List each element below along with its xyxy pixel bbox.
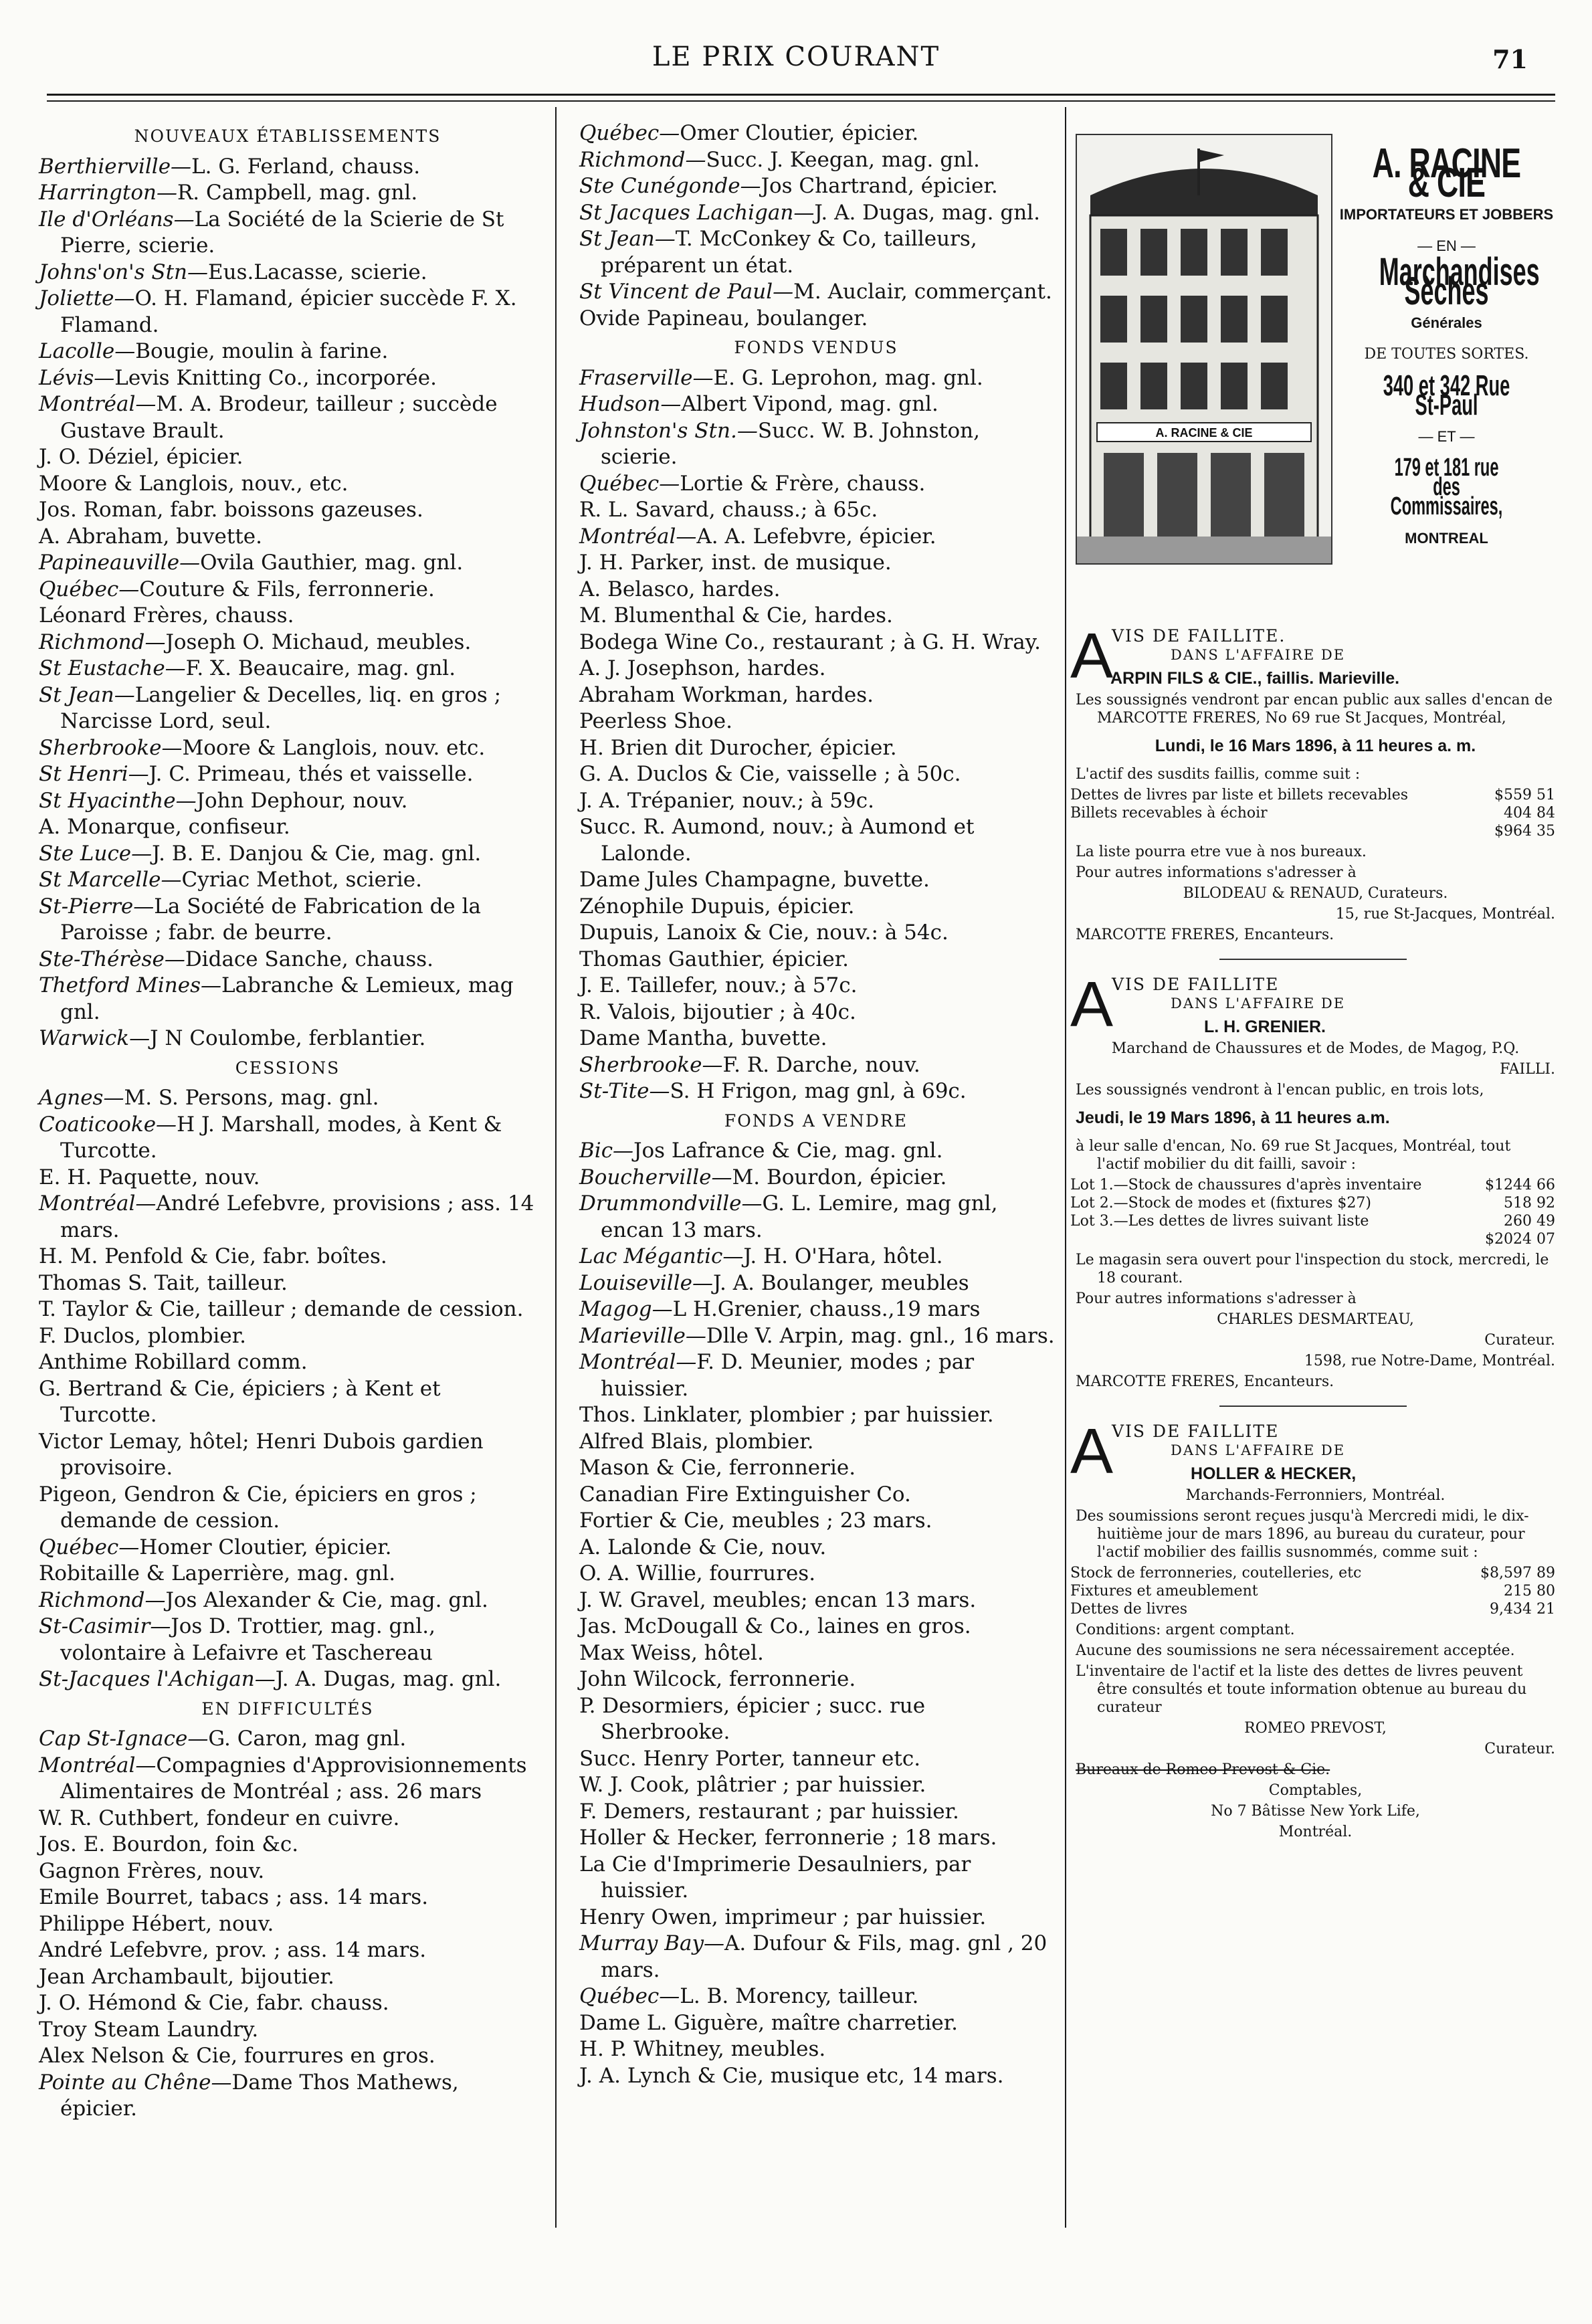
list-item: St-Casimir—Jos D. Trottier, mag. gnl., volontaire à Lefaivre et Taschereau <box>39 1614 435 1665</box>
list-item: A. Monarque, confiseur. <box>39 815 290 839</box>
list-item: Jos. Roman, fabr. boissons gazeuses. <box>39 498 423 522</box>
notice-text: Des soumissions seront reçues jusqu'à Mercredi midi, le dix-huitième jour de mars 1896, au bureau du curateur, pour l'actif mobilier des faillis susnommés, comme suit : <box>1076 1508 1529 1561</box>
asset-row: Lot 2.—Stock de modes et (fixtures $27) 518 92 <box>1070 1195 1555 1212</box>
list-item: Pointe au Chêne—Dame Thos Mathews, épicier. <box>39 2070 459 2121</box>
list-item: Fortier & Cie, meubles ; 23 mars. <box>579 1509 932 1533</box>
notice-address: No 7 Bâtisse New York Life, <box>1211 1803 1420 1820</box>
continued-list <box>574 120 1058 332</box>
section-heading-difficulties: EN DIFFICULTÉS <box>201 1699 374 1719</box>
asset-row: Dettes de livres par liste et billets recevables $559 51 <box>1070 787 1555 803</box>
list-item: Dupuis, Lanoix & Cie, nouv.: à 54c. <box>579 921 949 945</box>
list-item: Montréal—André Lefebvre, provisions ; ass. 14 mars. <box>39 1191 534 1242</box>
notice-address: 15, rue St-Jacques, Montréal. <box>1335 906 1555 923</box>
list-item: Succ. Henry Porter, tanneur etc. <box>579 1746 921 1771</box>
list-item: A. J. Josephson, hardes. <box>579 656 826 680</box>
list-item: Papineauville—Ovila Gauthier, mag. gnl. <box>39 551 464 575</box>
list-item: Coaticooke—H J. Marshall, modes, à Kent & Turcotte. <box>39 1112 502 1163</box>
list-item: Troy Steam Laundry. <box>39 2017 259 2042</box>
list-item: W. R. Cuthbert, fondeur en cuivre. <box>39 1806 400 1830</box>
list-item: J. O. Déziel, épicier. <box>39 445 243 469</box>
notice-text: Marchand de Chaussures et de Modes, de Magog, P.Q. <box>1111 1040 1520 1057</box>
notice-text: à leur salle d'encan, No. 69 rue St Jacques, Montréal, tout l'actif mobilier du dit failli, savoir : <box>1076 1138 1511 1173</box>
header-rule-bottom <box>47 100 1555 102</box>
list-item: Alex Nelson & Cie, fourrures en gros. <box>39 2044 435 2068</box>
list-item: Richmond—Succ. J. Keegan, mag. gnl. <box>579 147 980 172</box>
list-item: St-Jacques l'Achigan—J. A. Dugas, mag. gnl. <box>39 1667 502 1691</box>
list-item: Québec—Lortie & Frère, chauss. <box>579 471 926 496</box>
notice-separator <box>1219 959 1407 960</box>
list-item: J. A. Trépanier, nouv.; à 59c. <box>579 788 874 813</box>
asset-row: Dettes de livres 9,434 21 <box>1070 1601 1555 1618</box>
list-item: Léonard Frères, chauss. <box>39 603 294 627</box>
asset-row: Lot 1.—Stock de chaussures d'après inventaire $1244 66 <box>1070 1177 1555 1193</box>
running-head <box>0 41 1592 82</box>
list-item: Ste Cunégonde—Jos Chartrand, épicier. <box>579 174 998 198</box>
store-sign-text: A. RACINE & CIE <box>1155 426 1253 440</box>
list-item: Thomas S. Tait, tailleur. <box>39 1270 288 1295</box>
list-item: F. Demers, restaurant ; par huissier. <box>579 1799 959 1824</box>
list-item: Cap St-Ignace—G. Caron, mag gnl. <box>39 1727 407 1751</box>
list-item: Pigeon, Gendron & Cie, épiciers en gros ; demande de cession. <box>39 1482 477 1533</box>
racine-line-8: 179 et 181 rue des Commissaires, <box>1390 454 1503 520</box>
list-item: St Henri—J. C. Primeau, thés et vaisselle. <box>39 762 474 786</box>
list-item: Richmond—Joseph O. Michaud, meubles. <box>39 630 472 654</box>
page-number: 71 <box>1492 44 1528 74</box>
list-item: St Jean—T. McConkey & Co, tailleurs, préparent un état. <box>579 227 977 278</box>
notice-heading: VIS DE FAILLITE. <box>1112 626 1286 646</box>
list-item: J. E. Taillefer, nouv.; à 57c. <box>579 973 858 997</box>
notice-subheading: DANS L'AFFAIRE DE <box>1171 995 1346 1011</box>
list-item: J. O. Hémond & Cie, fabr. chauss. <box>39 1991 389 2015</box>
list-item: A. Abraham, buvette. <box>39 524 262 549</box>
racine-text-block <box>1338 140 1555 548</box>
racine-advertisement <box>1070 120 1555 615</box>
list-item: A. Lalonde & Cie, nouv. <box>579 1535 827 1559</box>
bankruptcy-notice-grenier <box>1070 969 1555 1391</box>
notice-address: 1598, rue Notre-Dame, Montréal. <box>1304 1353 1555 1369</box>
list-item: Dame Mantha, buvette. <box>579 1026 827 1050</box>
list-item: J. A. Lynch & Cie, musique etc, 14 mars. <box>579 2063 1004 2088</box>
sold-businesses-list <box>574 365 1058 1105</box>
list-item: Boucherville—M. Bourdon, épicier. <box>579 1165 947 1189</box>
notice-text: Curateur. <box>1484 1741 1555 1757</box>
list-item: Johnston's Stn.—Succ. W. B. Johnston, scierie. <box>579 418 980 469</box>
list-item: Henry Owen, imprimeur ; par huissier. <box>579 1905 987 1929</box>
notice-heading: VIS DE FAILLITE <box>1112 1422 1280 1441</box>
racine-line-5: DE TOUTES SORTES. <box>1364 346 1529 363</box>
list-item: Berthierville—L. G. Ferland, chauss. <box>39 154 421 179</box>
list-item: Ile d'Orléans—La Société de la Scierie de St Pierre, scierie. <box>39 207 504 258</box>
notice-text: FAILLI. <box>1500 1061 1555 1078</box>
list-item: Montréal—A. A. Lefebvre, épicier. <box>579 524 936 549</box>
list-item: Lévis—Levis Knitting Co., incorporée. <box>39 365 437 390</box>
list-item: Fraserville—E. G. Leprohon, mag. gnl. <box>579 365 983 390</box>
cessions-list <box>33 1085 542 1693</box>
list-item: Québec—Omer Cloutier, épicier. <box>579 121 919 145</box>
list-item: Louiseville—J. A. Boulanger, meubles <box>579 1270 969 1295</box>
list-item: Thetford Mines—Labranche & Lemieux, mag gnl. <box>39 973 514 1024</box>
asset-total: $2024 07 <box>1485 1231 1555 1248</box>
notice-initial: A <box>1070 620 1114 692</box>
list-item: Thos. Linklater, plombier ; par huissier. <box>579 1403 994 1427</box>
racine-line-7: — ET — <box>1418 428 1475 445</box>
list-item: G. Bertrand & Cie, épiciers ; à Kent et Turcotte. <box>39 1376 441 1427</box>
list-item: St-Tite—S. H Frigon, mag gnl, à 69c. <box>579 1079 967 1103</box>
racine-line-9: MONTREAL <box>1405 530 1488 547</box>
list-item: F. Duclos, plombier. <box>39 1323 246 1348</box>
list-item: Robitaille & Laperrière, mag. gnl. <box>39 1561 396 1585</box>
notice-party: ARPIN FILS & CIE., faillis. Marieville. <box>1110 669 1400 688</box>
notice-text: Les soussignés vendront par encan public aux salles d'encan de MARCOTTE FRERES, No 69 rue St Jacques, Montréal, <box>1076 692 1553 727</box>
list-item: T. Taylor & Cie, tailleur ; demande de cession. <box>39 1297 524 1321</box>
notice-text: Curateur. <box>1484 1332 1555 1349</box>
store-building-illustration <box>1076 134 1332 565</box>
list-item: W. J. Cook, plâtrier ; par huissier. <box>579 1773 926 1797</box>
list-item: Warwick—J N Coulombe, ferblantier. <box>39 1026 426 1050</box>
list-item: St Vincent de Paul—M. Auclair, commerçant. <box>579 280 1052 304</box>
list-item: Sherbrooke—Moore & Langlois, nouv. etc. <box>39 735 486 760</box>
list-item: Québec—Homer Cloutier, épicier. <box>39 1535 392 1559</box>
asset-row: Billets recevables à échoir 404 84 <box>1070 805 1555 821</box>
notice-auctioneers: MARCOTTE FRERES, Encanteurs. <box>1076 1373 1334 1390</box>
bankruptcy-notice-holler-hecker <box>1070 1416 1555 1841</box>
list-item: H. P. Whitney, meubles. <box>579 2037 826 2061</box>
notice-text: Pour autres informations s'adresser à <box>1076 864 1357 881</box>
list-item: Jas. McDougall & Co., laines en gros. <box>579 1614 971 1638</box>
racine-line-6: 340 et 342 Rue St-Paul <box>1383 369 1510 421</box>
column-divider-2 <box>1065 107 1066 2228</box>
racine-company-name: A. RACINE & CIE <box>1372 140 1521 206</box>
notice-text: Marchands-Ferronniers, Montréal. <box>1185 1487 1446 1504</box>
notice-subheading: DANS L'AFFAIRE DE <box>1171 1442 1346 1458</box>
notice-initial: A <box>1070 969 1114 1040</box>
column-2 <box>574 120 1058 2089</box>
notice-date: Lundi, le 16 Mars 1896, à 11 heures a. m. <box>1155 737 1476 755</box>
notice-party: L. H. GRENIER. <box>1204 1018 1326 1036</box>
list-item: St Hyacinthe—John Dephour, nouv. <box>39 788 408 813</box>
list-item: André Lefebvre, prov. ; ass. 14 mars. <box>39 1938 427 1962</box>
list-item: A. Belasco, hardes. <box>579 577 781 601</box>
notice-text: Comptables, <box>1268 1782 1363 1799</box>
list-item: La Cie d'Imprimerie Desaulniers, par huissier. <box>579 1852 971 1903</box>
notice-text: Le magasin sera ouvert pour l'inspection du stock, mercredi, le 18 courant. <box>1076 1252 1549 1286</box>
list-item: Jos. E. Bourdon, foin &c. <box>39 1832 299 1856</box>
section-heading-new: NOUVEAUX ÉTABLISSEMENTS <box>134 126 441 146</box>
list-item: St-Pierre—La Société de Fabrication de la Paroisse ; fabr. de beurre. <box>39 894 482 945</box>
column-divider-1 <box>555 107 557 2228</box>
notice-city: Montréal. <box>1278 1824 1353 1840</box>
list-item: Québec—L. B. Morency, tailleur. <box>579 1984 919 2008</box>
list-item: Drummondville—G. L. Lemire, mag gnl, encan 13 mars. <box>579 1191 998 1242</box>
new-establishments-list <box>33 154 542 1052</box>
list-item: Lacolle—Bougie, moulin à farine. <box>39 339 389 363</box>
bankruptcy-notice-arpin <box>1070 620 1555 944</box>
list-item: M. Blumenthal & Cie, hardes. <box>579 603 893 627</box>
racine-line-4: Générales <box>1411 314 1482 331</box>
notice-auctioneers: MARCOTTE FRERES, Encanteurs. <box>1076 927 1334 943</box>
asset-row: Stock de ferronneries, coutelleries, etc $8,597 89 <box>1070 1565 1555 1581</box>
list-item: P. Desormiers, épicier ; succ. rue Sherbrooke. <box>579 1693 926 1744</box>
list-item: Holler & Hecker, ferronnerie ; 18 mars. <box>579 1826 997 1850</box>
list-item: Dame Jules Champagne, buvette. <box>579 868 930 892</box>
asset-total: $964 35 <box>1494 823 1555 840</box>
list-item: Succ. R. Aumond, nouv.; à Aumond et Lalonde. <box>579 815 975 866</box>
notice-text: Bureaux de Romeo Prevost & Cie. <box>1076 1761 1330 1778</box>
notice-curator: ROMEO PREVOST, <box>1244 1720 1387 1737</box>
list-item: Moore & Langlois, nouv., etc. <box>39 471 349 496</box>
list-item: Ste-Thérèse—Didace Sanche, chauss. <box>39 947 433 971</box>
running-title: LE PRIX COURANT <box>652 41 940 72</box>
racine-line-3: Marchandises Sèches <box>1379 250 1540 313</box>
list-item: Montréal—M. A. Brodeur, tailleur ; succède Gustave Brault. <box>39 392 498 443</box>
list-item: Gagnon Frères, nouv. <box>39 1858 265 1883</box>
list-item: Johns'on's Stn—Eus.Lacasse, scierie. <box>39 260 427 284</box>
notice-text: Aucune des soumissions ne sera nécessairement acceptée. <box>1076 1642 1515 1659</box>
list-item: Dame L. Giguère, maître charretier. <box>579 2010 958 2035</box>
list-item: Victor Lemay, hôtel; Henri Dubois gardien provisoire. <box>39 1429 484 1480</box>
list-item: Ovide Papineau, boulanger. <box>579 306 868 330</box>
list-item: Lac Mégantic—J. H. O'Hara, hôtel. <box>579 1244 943 1268</box>
list-item: Magog—L H.Grenier, chauss.,19 mars <box>579 1297 981 1321</box>
header-rule-top <box>47 94 1555 96</box>
list-item: Emile Bourret, tabacs ; ass. 14 mars. <box>39 1885 429 1909</box>
list-item: Canadian Fire Extinguisher Co. <box>579 1482 911 1507</box>
notice-separator <box>1219 1406 1407 1407</box>
notice-text: Pour autres informations s'adresser à <box>1076 1290 1357 1307</box>
list-item: G. A. Duclos & Cie, vaisselle ; à 50c. <box>579 762 961 786</box>
list-item: E. H. Paquette, nouv. <box>39 1165 260 1189</box>
list-item: Max Weiss, hôtel. <box>579 1640 764 1665</box>
list-item: Hudson—Albert Vipond, mag. gnl. <box>579 392 938 416</box>
list-item: Montréal—Compagnies d'Approvisionnements Alimentaires de Montréal ; ass. 26 mars <box>39 1753 527 1804</box>
column-3 <box>1070 120 1555 1844</box>
section-heading-sold: FONDS VENDUS <box>734 338 898 357</box>
list-item: R. Valois, bijoutier ; à 40c. <box>579 999 856 1024</box>
racine-line-2: — EN — <box>1417 237 1476 254</box>
notice-text: L'inventaire de l'actif et la liste des dettes de livres peuvent être consultés et toute information obtenue au bureau du curateur <box>1076 1663 1527 1716</box>
section-heading-cessions: CESSIONS <box>235 1058 340 1078</box>
list-item: Alfred Blais, plombier. <box>579 1429 814 1454</box>
difficulties-list <box>33 1726 542 2123</box>
list-item: Ste Luce—J. B. E. Danjou & Cie, mag. gnl. <box>39 841 482 866</box>
list-item: Joliette—O. H. Flamand, épicier succède F. X. Flamand. <box>39 286 517 337</box>
list-item: Richmond—Jos Alexander & Cie, mag. gnl. <box>39 1587 488 1612</box>
list-item: Harrington—R. Campbell, mag. gnl. <box>39 181 418 205</box>
list-item: St Marcelle—Cyriac Methot, scierie. <box>39 868 422 892</box>
list-item: Jean Archambault, bijoutier. <box>39 1964 334 1989</box>
list-item: Sherbrooke—F. R. Darche, nouv. <box>579 1052 920 1077</box>
notice-date: Jeudi, le 19 Mars 1896, à 11 heures a.m. <box>1076 1108 1390 1127</box>
list-item: Bic—Jos Lafrance & Cie, mag. gnl. <box>579 1139 943 1163</box>
for-sale-list <box>574 1138 1058 2089</box>
list-item: R. L. Savard, chauss.; à 65c. <box>579 498 878 522</box>
list-item: Philippe Hébert, nouv. <box>39 1911 274 1936</box>
list-item: H. M. Penfold & Cie, fabr. boîtes. <box>39 1244 387 1268</box>
list-item: O. A. Willie, fourrures. <box>579 1561 816 1585</box>
column-1 <box>33 120 542 2123</box>
list-item: Abraham Workman, hardes. <box>579 682 874 707</box>
notice-text: La liste pourra etre vue à nos bureaux. <box>1076 844 1367 860</box>
notice-curator: CHARLES DESMARTEAU, <box>1217 1311 1414 1328</box>
racine-line-1: IMPORTATEURS ET JOBBERS <box>1339 206 1554 223</box>
notice-party: HOLLER & HECKER, <box>1191 1464 1357 1483</box>
notice-text: Conditions: argent comptant. <box>1076 1622 1295 1638</box>
list-item: Anthime Robillard comm. <box>39 1350 308 1374</box>
notice-initial: A <box>1070 1416 1114 1487</box>
list-item: Murray Bay—A. Dufour & Fils, mag. gnl , 20 mars. <box>579 1931 1048 1982</box>
section-heading-for-sale: FONDS A VENDRE <box>724 1110 908 1131</box>
list-item: J. W. Gravel, meubles; encan 13 mars. <box>579 1587 977 1612</box>
notice-subheading: DANS L'AFFAIRE DE <box>1171 647 1346 663</box>
list-item: Mason & Cie, ferronnerie. <box>579 1456 856 1480</box>
list-item: Marieville—Dlle V. Arpin, mag. gnl., 16 mars. <box>579 1323 1055 1348</box>
list-item: Bodega Wine Co., restaurant ; à G. H. Wray. <box>579 630 1041 654</box>
list-item: Agnes—M. S. Persons, mag. gnl. <box>39 1086 379 1110</box>
notice-text: L'actif des susdits faillis, comme suit : <box>1076 766 1361 783</box>
asset-row: Fixtures et ameublement 215 80 <box>1070 1583 1555 1600</box>
list-item: Peerless Shoe. <box>579 709 732 733</box>
asset-row: Lot 3.—Les dettes de livres suivant liste 260 49 <box>1070 1213 1555 1230</box>
list-item: Zénophile Dupuis, épicier. <box>579 894 855 918</box>
list-item: J. H. Parker, inst. de musique. <box>579 551 892 575</box>
list-item: St Eustache—F. X. Beaucaire, mag. gnl. <box>39 656 456 680</box>
list-item: H. Brien dit Durocher, épicier. <box>579 735 897 760</box>
list-item: Québec—Couture & Fils, ferronnerie. <box>39 577 435 601</box>
list-item: Montréal—F. D. Meunier, modes ; par huissier. <box>579 1350 975 1401</box>
list-item: Thomas Gauthier, épicier. <box>579 947 849 971</box>
list-item: John Wilcock, ferronnerie. <box>579 1667 856 1691</box>
notice-text: Les soussignés vendront à l'encan public, en trois lots, <box>1076 1082 1484 1098</box>
list-item: St Jean—Langelier & Decelles, liq. en gros ; Narcisse Lord, seul. <box>39 682 502 733</box>
notice-heading: VIS DE FAILLITE <box>1112 975 1280 994</box>
notice-curators: BILODEAU & RENAUD, Curateurs. <box>1183 885 1448 902</box>
list-item: St Jacques Lachigan—J. A. Dugas, mag. gnl. <box>579 200 1040 225</box>
